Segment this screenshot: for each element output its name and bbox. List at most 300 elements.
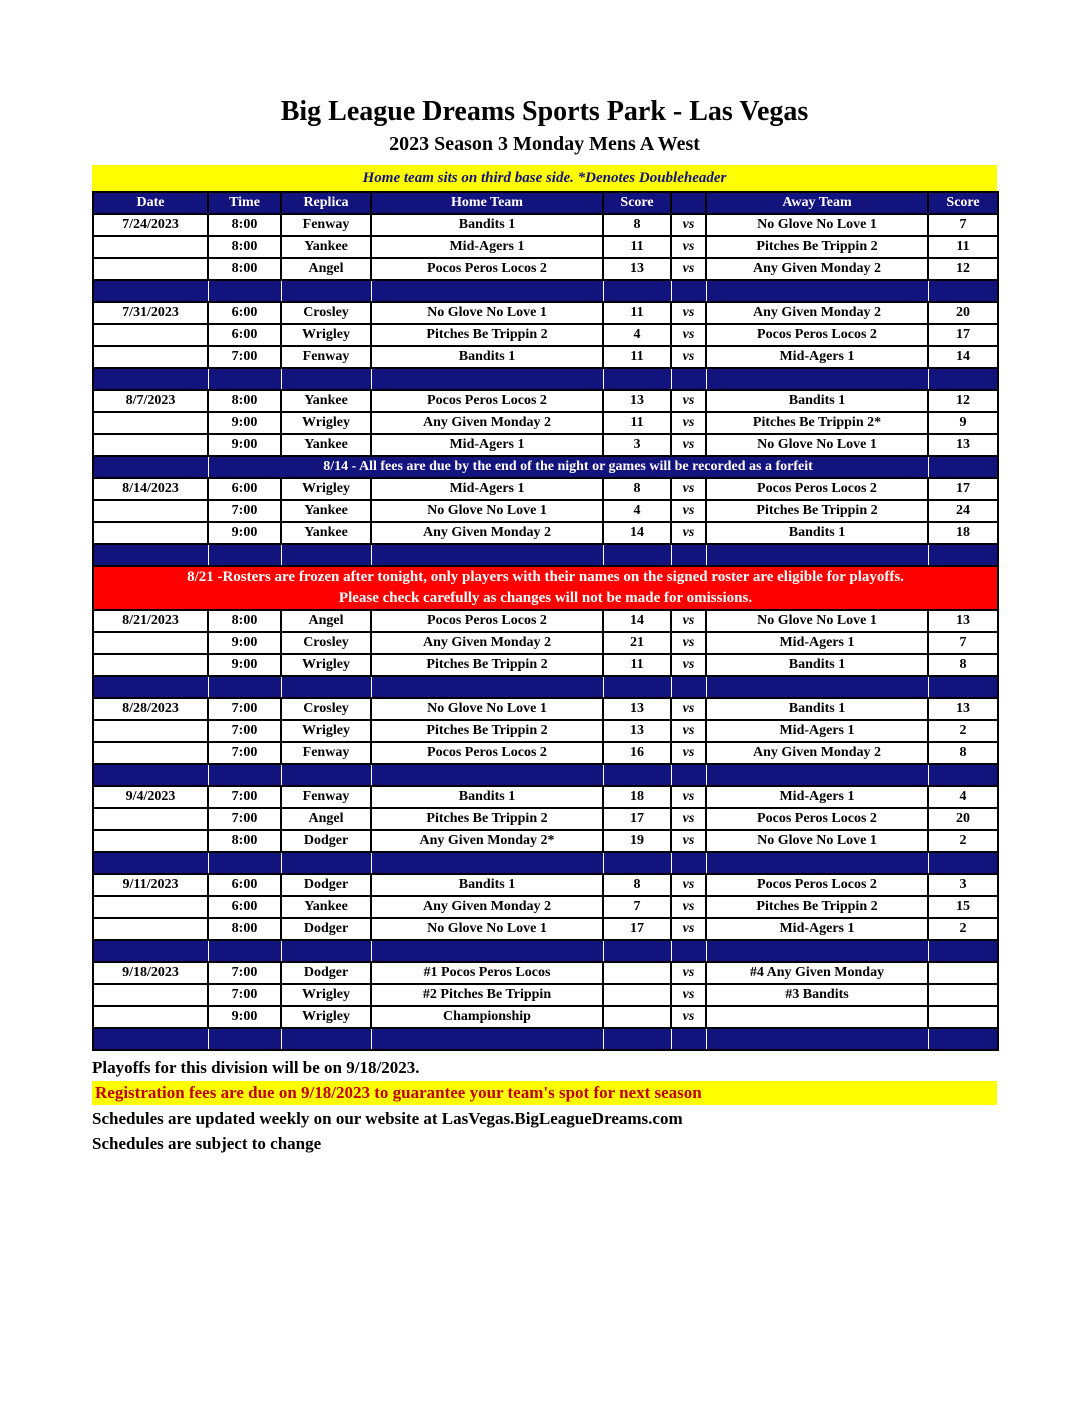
home-score-cell: 13 xyxy=(603,720,671,742)
away-team-cell: Pitches Be Trippin 2 xyxy=(706,500,928,522)
vs-cell: vs xyxy=(671,522,706,544)
separator-row xyxy=(93,940,998,962)
home-score-cell: 16 xyxy=(603,742,671,764)
time-cell: 8:00 xyxy=(208,390,281,412)
game-row xyxy=(93,654,998,676)
home-score-cell: 11 xyxy=(603,236,671,258)
separator-cell xyxy=(281,544,371,566)
date-cell xyxy=(93,236,208,258)
separator-cell xyxy=(671,940,706,962)
away-score-cell: 8 xyxy=(928,654,998,676)
separator-cell xyxy=(603,1028,671,1050)
time-cell: 7:00 xyxy=(208,720,281,742)
home-team-cell: Any Given Monday 2 xyxy=(371,522,603,544)
separator-cell xyxy=(208,368,281,390)
home-team-cell: Mid-Agers 1 xyxy=(371,478,603,500)
separator-cell xyxy=(706,1028,928,1050)
away-team-cell: Pocos Peros Locos 2 xyxy=(706,874,928,896)
schedule-document xyxy=(92,0,997,1156)
home-team-cell: Bandits 1 xyxy=(371,874,603,896)
game-row xyxy=(93,896,998,918)
roster-freeze-text-cell xyxy=(93,566,998,610)
time-cell: 9:00 xyxy=(208,434,281,456)
schedule-table xyxy=(92,191,999,1051)
separator-cell xyxy=(671,280,706,302)
separator-cell xyxy=(371,764,603,786)
home-team-cell: Pitches Be Trippin 2 xyxy=(371,808,603,830)
separator-cell xyxy=(671,852,706,874)
game-row xyxy=(93,434,998,456)
separator-cell xyxy=(706,544,928,566)
separator-row xyxy=(93,280,998,302)
separator-row xyxy=(93,368,998,390)
notice-text-cell: 8/14 - All fees are due by the end of the night or games will be recorded as a forfeit xyxy=(208,456,928,478)
separator-cell xyxy=(928,1028,998,1050)
home-score-cell: 8 xyxy=(603,214,671,236)
date-cell xyxy=(93,896,208,918)
vs-cell: vs xyxy=(671,918,706,940)
vs-cell: vs xyxy=(671,236,706,258)
game-row xyxy=(93,302,998,324)
home-score-cell xyxy=(603,962,671,984)
separator-cell xyxy=(603,676,671,698)
separator-cell xyxy=(603,940,671,962)
replica-cell: Dodger xyxy=(281,830,371,852)
game-row xyxy=(93,390,998,412)
vs-cell: vs xyxy=(671,962,706,984)
separator-cell xyxy=(93,368,208,390)
date-cell xyxy=(93,632,208,654)
time-cell: 7:00 xyxy=(208,786,281,808)
separator-cell xyxy=(208,280,281,302)
vs-cell: vs xyxy=(671,874,706,896)
notice-right-cell xyxy=(928,456,998,478)
vs-cell: vs xyxy=(671,258,706,280)
away-team-cell: Bandits 1 xyxy=(706,654,928,676)
time-cell: 9:00 xyxy=(208,1006,281,1028)
header-away-team: Away Team xyxy=(706,192,928,214)
game-row xyxy=(93,918,998,940)
home-team-cell: Pitches Be Trippin 2 xyxy=(371,720,603,742)
separator-cell xyxy=(281,1028,371,1050)
replica-cell: Fenway xyxy=(281,742,371,764)
separator-cell xyxy=(371,852,603,874)
time-cell: 6:00 xyxy=(208,478,281,500)
registration-note: Registration fees are due on 9/18/2023 to guarantee your team's spot for next season xyxy=(92,1081,997,1105)
vs-cell: vs xyxy=(671,610,706,632)
vs-cell: vs xyxy=(671,896,706,918)
date-cell xyxy=(93,984,208,1006)
game-row xyxy=(93,786,998,808)
date-cell xyxy=(93,1006,208,1028)
replica-cell: Wrigley xyxy=(281,720,371,742)
vs-cell: vs xyxy=(671,478,706,500)
away-score-cell: 12 xyxy=(928,258,998,280)
separator-cell xyxy=(208,544,281,566)
separator-cell xyxy=(928,368,998,390)
time-cell: 9:00 xyxy=(208,412,281,434)
page-title: Big League Dreams Sports Park - Las Vegas xyxy=(280,96,809,127)
home-score-cell: 11 xyxy=(603,302,671,324)
home-team-cell: Pitches Be Trippin 2 xyxy=(371,654,603,676)
replica-cell: Yankee xyxy=(281,500,371,522)
home-score-cell: 7 xyxy=(603,896,671,918)
home-score-cell: 14 xyxy=(603,610,671,632)
replica-cell: Wrigley xyxy=(281,1006,371,1028)
header-date: Date xyxy=(93,192,208,214)
home-team-cell: #2 Pitches Be Trippin xyxy=(371,984,603,1006)
home-team-cell: Pocos Peros Locos 2 xyxy=(371,258,603,280)
home-team-cell: No Glove No Love 1 xyxy=(371,918,603,940)
home-team-cell: Any Given Monday 2 xyxy=(371,632,603,654)
separator-cell xyxy=(371,368,603,390)
separator-cell xyxy=(208,764,281,786)
separator-cell xyxy=(928,764,998,786)
game-row xyxy=(93,874,998,896)
replica-cell: Wrigley xyxy=(281,412,371,434)
vs-cell: vs xyxy=(671,434,706,456)
replica-cell: Angel xyxy=(281,610,371,632)
notice-row xyxy=(93,456,998,478)
home-score-cell: 17 xyxy=(603,808,671,830)
away-team-cell: Any Given Monday 2 xyxy=(706,302,928,324)
separator-cell xyxy=(281,764,371,786)
date-cell: 9/4/2023 xyxy=(93,786,208,808)
home-team-cell: Championship xyxy=(371,1006,603,1028)
replica-cell: Yankee xyxy=(281,390,371,412)
away-team-cell: No Glove No Love 1 xyxy=(706,610,928,632)
date-cell xyxy=(93,258,208,280)
home-team-cell: Any Given Monday 2 xyxy=(371,896,603,918)
replica-cell: Angel xyxy=(281,258,371,280)
replica-cell: Wrigley xyxy=(281,984,371,1006)
header-score-away: Score xyxy=(928,192,998,214)
home-score-cell: 14 xyxy=(603,522,671,544)
away-team-cell: Mid-Agers 1 xyxy=(706,918,928,940)
vs-cell: vs xyxy=(671,786,706,808)
home-score-cell: 4 xyxy=(603,324,671,346)
date-cell: 8/21/2023 xyxy=(93,610,208,632)
date-cell xyxy=(93,808,208,830)
footer xyxy=(92,1055,997,1156)
away-score-cell: 7 xyxy=(928,214,998,236)
separator-cell xyxy=(603,544,671,566)
game-row xyxy=(93,500,998,522)
time-cell: 8:00 xyxy=(208,258,281,280)
away-score-cell: 3 xyxy=(928,874,998,896)
separator-row xyxy=(93,1028,998,1050)
separator-cell xyxy=(93,1028,208,1050)
home-score-cell: 4 xyxy=(603,500,671,522)
separator-cell xyxy=(93,544,208,566)
separator-cell xyxy=(603,852,671,874)
vs-cell: vs xyxy=(671,302,706,324)
away-team-cell: Mid-Agers 1 xyxy=(706,786,928,808)
away-score-cell: 13 xyxy=(928,434,998,456)
away-score-cell: 24 xyxy=(928,500,998,522)
vs-cell: vs xyxy=(671,390,706,412)
game-row xyxy=(93,258,998,280)
time-cell: 6:00 xyxy=(208,874,281,896)
separator-cell xyxy=(208,852,281,874)
home-team-cell: Bandits 1 xyxy=(371,346,603,368)
time-cell: 8:00 xyxy=(208,236,281,258)
home-score-cell: 13 xyxy=(603,390,671,412)
replica-cell: Dodger xyxy=(281,962,371,984)
replica-cell: Yankee xyxy=(281,896,371,918)
roster-freeze-line: 8/21 -Rosters are frozen after tonight, only players with their names on the signed roster are eligible for playoffs. xyxy=(187,569,904,586)
game-row xyxy=(93,962,998,984)
time-cell: 8:00 xyxy=(208,610,281,632)
home-score-cell: 13 xyxy=(603,698,671,720)
date-cell xyxy=(93,720,208,742)
away-score-cell: 11 xyxy=(928,236,998,258)
separator-cell xyxy=(706,764,928,786)
separator-cell xyxy=(928,676,998,698)
away-team-cell: #4 Any Given Monday xyxy=(706,962,928,984)
time-cell: 8:00 xyxy=(208,830,281,852)
away-team-cell: Mid-Agers 1 xyxy=(706,720,928,742)
home-score-cell: 8 xyxy=(603,478,671,500)
home-team-cell: Pitches Be Trippin 2 xyxy=(371,324,603,346)
away-team-cell: Pocos Peros Locos 2 xyxy=(706,478,928,500)
date-cell xyxy=(93,500,208,522)
home-team-cell: Pocos Peros Locos 2 xyxy=(371,390,603,412)
time-cell: 6:00 xyxy=(208,324,281,346)
separator-cell xyxy=(671,544,706,566)
date-cell: 9/18/2023 xyxy=(93,962,208,984)
away-team-cell: Pitches Be Trippin 2* xyxy=(706,412,928,434)
game-row xyxy=(93,346,998,368)
time-cell: 7:00 xyxy=(208,698,281,720)
date-cell: 8/14/2023 xyxy=(93,478,208,500)
away-score-cell: 4 xyxy=(928,786,998,808)
game-row xyxy=(93,610,998,632)
separator-cell xyxy=(706,852,928,874)
time-cell: 7:00 xyxy=(208,984,281,1006)
away-score-cell: 15 xyxy=(928,896,998,918)
home-score-cell: 11 xyxy=(603,346,671,368)
replica-cell: Fenway xyxy=(281,346,371,368)
away-team-cell: Bandits 1 xyxy=(706,390,928,412)
time-cell: 9:00 xyxy=(208,522,281,544)
away-team-cell: Mid-Agers 1 xyxy=(706,632,928,654)
separator-cell xyxy=(928,280,998,302)
date-cell: 9/11/2023 xyxy=(93,874,208,896)
replica-cell: Wrigley xyxy=(281,478,371,500)
away-score-cell: 12 xyxy=(928,390,998,412)
time-cell: 6:00 xyxy=(208,896,281,918)
header-score: Score xyxy=(603,192,671,214)
home-team-cell: Mid-Agers 1 xyxy=(371,236,603,258)
replica-cell: Crosley xyxy=(281,632,371,654)
away-score-cell: 9 xyxy=(928,412,998,434)
vs-cell: vs xyxy=(671,412,706,434)
separator-cell xyxy=(281,940,371,962)
game-row xyxy=(93,698,998,720)
separator-cell xyxy=(281,368,371,390)
away-score-cell xyxy=(928,962,998,984)
date-cell xyxy=(93,830,208,852)
date-cell: 8/7/2023 xyxy=(93,390,208,412)
separator-row xyxy=(93,544,998,566)
separator-cell xyxy=(208,1028,281,1050)
notice-left-cell xyxy=(93,456,208,478)
away-score-cell: 2 xyxy=(928,720,998,742)
schedule-table-body xyxy=(93,214,998,1050)
away-team-cell: No Glove No Love 1 xyxy=(706,830,928,852)
replica-cell: Wrigley xyxy=(281,324,371,346)
replica-cell: Fenway xyxy=(281,214,371,236)
replica-cell: Wrigley xyxy=(281,654,371,676)
separator-cell xyxy=(281,280,371,302)
subject-to-change-note: Schedules are subject to change xyxy=(92,1134,322,1154)
separator-cell xyxy=(928,544,998,566)
separator-cell xyxy=(371,940,603,962)
away-score-cell: 7 xyxy=(928,632,998,654)
vs-cell: vs xyxy=(671,808,706,830)
time-cell: 7:00 xyxy=(208,346,281,368)
time-cell: 6:00 xyxy=(208,302,281,324)
game-row xyxy=(93,1006,998,1028)
separator-cell xyxy=(93,852,208,874)
vs-cell: vs xyxy=(671,984,706,1006)
game-row xyxy=(93,984,998,1006)
replica-cell: Yankee xyxy=(281,434,371,456)
away-score-cell: 2 xyxy=(928,918,998,940)
roster-freeze-line: Please check carefully as changes will not be made for omissions. xyxy=(338,590,753,607)
replica-cell: Crosley xyxy=(281,302,371,324)
replica-cell: Yankee xyxy=(281,236,371,258)
separator-cell xyxy=(671,1028,706,1050)
info-banner: Home team sits on third base side. *Denotes Doubleheader xyxy=(92,165,997,191)
separator-row xyxy=(93,852,998,874)
home-score-cell: 21 xyxy=(603,632,671,654)
separator-cell xyxy=(93,764,208,786)
home-team-cell: No Glove No Love 1 xyxy=(371,302,603,324)
away-team-cell: No Glove No Love 1 xyxy=(706,434,928,456)
date-cell: 8/28/2023 xyxy=(93,698,208,720)
away-team-cell: Mid-Agers 1 xyxy=(706,346,928,368)
home-score-cell: 19 xyxy=(603,830,671,852)
home-team-cell: No Glove No Love 1 xyxy=(371,500,603,522)
away-team-cell: Pocos Peros Locos 2 xyxy=(706,808,928,830)
vs-cell: vs xyxy=(671,1006,706,1028)
separator-cell xyxy=(371,1028,603,1050)
separator-cell xyxy=(706,676,928,698)
away-score-cell: 20 xyxy=(928,808,998,830)
header-row xyxy=(93,192,998,214)
vs-cell: vs xyxy=(671,742,706,764)
date-cell xyxy=(93,742,208,764)
separator-cell xyxy=(371,544,603,566)
date-cell xyxy=(93,654,208,676)
separator-cell xyxy=(928,940,998,962)
game-row xyxy=(93,742,998,764)
away-team-cell: Pitches Be Trippin 2 xyxy=(706,236,928,258)
separator-cell xyxy=(371,280,603,302)
away-score-cell: 17 xyxy=(928,478,998,500)
time-cell: 7:00 xyxy=(208,500,281,522)
vs-cell: vs xyxy=(671,324,706,346)
vs-cell: vs xyxy=(671,720,706,742)
home-score-cell xyxy=(603,1006,671,1028)
home-score-cell: 17 xyxy=(603,918,671,940)
time-cell: 9:00 xyxy=(208,632,281,654)
separator-cell xyxy=(371,676,603,698)
away-team-cell: Pocos Peros Locos 2 xyxy=(706,324,928,346)
home-score-cell: 13 xyxy=(603,258,671,280)
game-row xyxy=(93,412,998,434)
date-cell xyxy=(93,346,208,368)
home-team-cell: Bandits 1 xyxy=(371,786,603,808)
away-team-cell: Bandits 1 xyxy=(706,522,928,544)
schedule-table-header xyxy=(93,192,998,214)
page-subtitle: 2023 Season 3 Monday Mens A West xyxy=(389,133,700,156)
replica-cell: Fenway xyxy=(281,786,371,808)
date-cell xyxy=(93,324,208,346)
time-cell: 8:00 xyxy=(208,918,281,940)
home-score-cell xyxy=(603,984,671,1006)
vs-cell: vs xyxy=(671,654,706,676)
away-team-cell: Bandits 1 xyxy=(706,698,928,720)
website-note: Schedules are updated weekly on our website at LasVegas.BigLeagueDreams.com xyxy=(92,1109,683,1129)
separator-cell xyxy=(706,940,928,962)
separator-cell xyxy=(928,852,998,874)
time-cell: 7:00 xyxy=(208,962,281,984)
game-row xyxy=(93,214,998,236)
home-team-cell: Any Given Monday 2 xyxy=(371,412,603,434)
header-replica: Replica xyxy=(281,192,371,214)
away-team-cell xyxy=(706,1006,928,1028)
game-row xyxy=(93,522,998,544)
away-team-cell: Any Given Monday 2 xyxy=(706,258,928,280)
away-score-cell: 14 xyxy=(928,346,998,368)
home-score-cell: 18 xyxy=(603,786,671,808)
away-score-cell: 17 xyxy=(928,324,998,346)
vs-cell: vs xyxy=(671,632,706,654)
separator-cell xyxy=(93,676,208,698)
header-home-team: Home Team xyxy=(371,192,603,214)
away-score-cell: 8 xyxy=(928,742,998,764)
vs-cell: vs xyxy=(671,346,706,368)
away-score-cell: 13 xyxy=(928,698,998,720)
game-row xyxy=(93,830,998,852)
game-row xyxy=(93,632,998,654)
vs-cell: vs xyxy=(671,698,706,720)
home-team-cell: Mid-Agers 1 xyxy=(371,434,603,456)
game-row xyxy=(93,720,998,742)
date-cell xyxy=(93,522,208,544)
roster-freeze-notice-row xyxy=(93,566,998,610)
home-score-cell: 8 xyxy=(603,874,671,896)
away-score-cell: 20 xyxy=(928,302,998,324)
date-cell: 7/24/2023 xyxy=(93,214,208,236)
away-score-cell: 2 xyxy=(928,830,998,852)
separator-cell xyxy=(671,676,706,698)
separator-cell xyxy=(281,676,371,698)
away-team-cell: #3 Bandits xyxy=(706,984,928,1006)
separator-cell xyxy=(208,676,281,698)
replica-cell: Crosley xyxy=(281,698,371,720)
separator-cell xyxy=(93,940,208,962)
separator-row xyxy=(93,764,998,786)
separator-cell xyxy=(706,368,928,390)
replica-cell: Dodger xyxy=(281,874,371,896)
home-team-cell: Any Given Monday 2* xyxy=(371,830,603,852)
home-team-cell: Bandits 1 xyxy=(371,214,603,236)
away-team-cell: Any Given Monday 2 xyxy=(706,742,928,764)
